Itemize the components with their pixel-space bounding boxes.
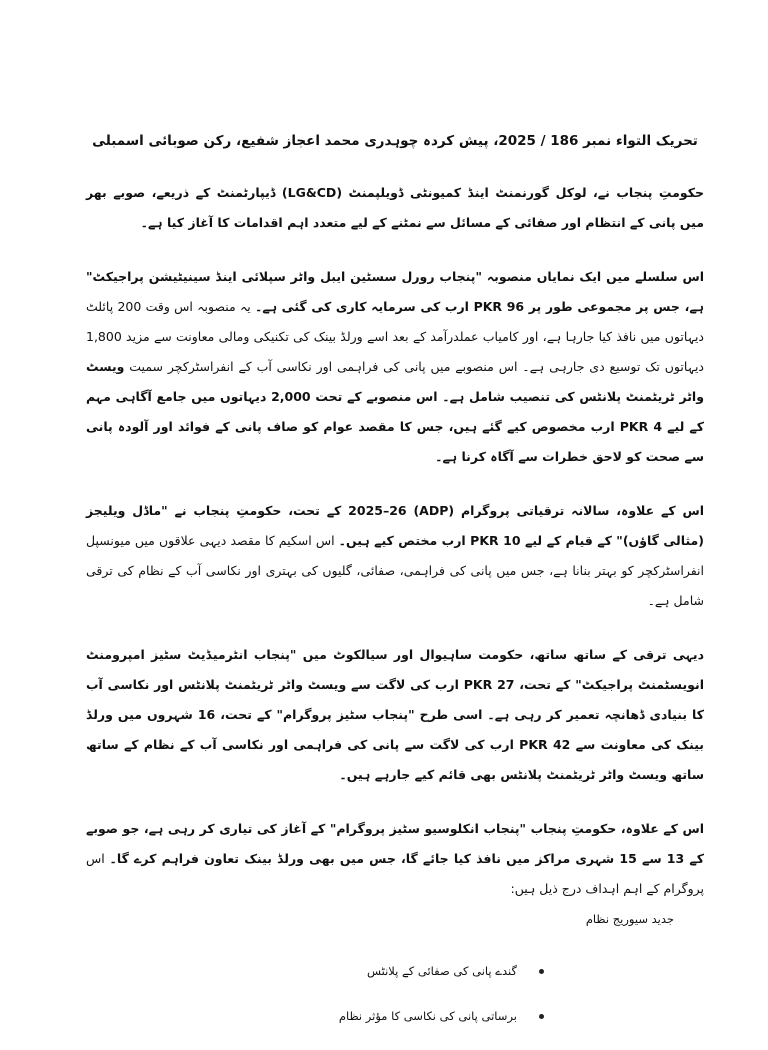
model-villages-intro: اس کے علاوہ، سالانہ ترقیاتی پروگرام (ADP) 2025–26 کے تحت، حکومتِ پنجاب نے "ماڈل ویلیجز (مثالی گاؤں)" کے قیام کے لیے 10 PKR ارب مختص کیے ہیں۔ <box>86 503 704 548</box>
rural-project-details: یہ منصوبہ اس وقت 200 پائلٹ دیہاتوں میں نافذ کیا جارہا ہے، اور کامیاب عملدرآمد کے بعد اسے ورلڈ بینک کی تکنیکی ومالی معاونت سے مزید 1,800 دیہاتوں تک توسیع دی جارہی ہے۔ اس منصوبے میں پانی کی فراہمی اور نکاسی آب کے انفراسٹرکچر سمیت <box>86 299 704 374</box>
rural-project-intro: اس سلسلے میں ایک نمایاں منصوبہ "پنجاب رورل سسٹین ایبل واٹر سپلائی اینڈ سینیٹیشن پراجیکٹ" ہے، جس پر مجموعی طور پر 96 PKR ارب کی سرمایہ کاری کی گئی ہے۔ <box>86 269 704 314</box>
paragraph-intermediate-cities: دیہی ترقی کے ساتھ ساتھ، حکومت ساہیوال اور سیالکوٹ میں "پنجاب انٹرمیڈیٹ سٹیز امپرومنٹ انویسٹمنٹ پراجیکٹ" کے تحت، 27 PKR ارب کی لاگت سے ویسٹ واٹر ٹریٹمنٹ پلانٹس اور نکاسی آب کا بنیادی ڈھانچہ تعمیر کر رہی ہے۔ اسی طرح "پنجاب سٹیز پروگرام" کے تحت، 16 شہروں میں ورلڈ بینک کی معاونت سے 42 PKR ارب کی لاگت سے پانی کی فراہمی اور نکاسی آب کے نظام کے ساتھ ساتھ ویسٹ واٹر ٹریٹمنٹ پلانٹس بھی قائم کیے جارہے ہیں۔ <box>86 647 704 782</box>
inclusive-cities-intro: اس کے علاوہ، حکومتِ پنجاب "پنجاب انکلوسیو سٹیز پروگرام" کے آغاز کی تیاری کر رہی ہے، جو صوبے کے 13 سے 15 شہری مراکز میں نافذ کیا جائے گا، جس میں بھی ورلڈ بینک تعاون فراہم کرے گا۔ <box>86 821 704 866</box>
paragraph-lgcd-initiatives: حکومتِ پنجاب نے، لوکل گورنمنٹ اینڈ کمیونٹی ڈویلپمنٹ (LG&CD) ڈیپارٹمنٹ کے ذریعے، صوبے بھر میں پانی کے انتظام اور صفائی کے مسائل سے نمٹنے کے لیے متعدد اہم اقدامات کا آغاز کیا ہے۔ <box>86 185 704 230</box>
document-body <box>86 128 704 1050</box>
goal-stormwater-drainage: برساتی پانی کی نکاسی کا مؤثر نظام <box>338 1009 517 1023</box>
inclusive-cities-goals-lead: اس پروگرام کے اہم اہداف درج ذیل ہیں: <box>86 851 704 896</box>
list-item <box>86 960 544 982</box>
goals-list <box>86 960 704 1027</box>
paragraph-inclusive-cities <box>86 814 704 904</box>
bullet-icon <box>539 1014 544 1019</box>
paragraph-model-villages <box>86 496 704 616</box>
model-villages-details: اس اسکیم کا مقصد دیہی علاقوں میں میونسپل انفراسٹرکچر کو بہتر بنانا ہے، جس میں پانی کی فراہمی، صفائی، گلیوں کی بہتری اور نکاسی آب کے نظام کی ترقی شامل ہے۔ <box>86 533 704 608</box>
goal-wastewater-plants: گندے پانی کی صفائی کے پلانٹس <box>366 964 517 978</box>
goal-modern-sewerage: جدید سیوریج نظام <box>585 912 674 926</box>
bullet-icon <box>539 969 544 974</box>
document-title: تحریک التواء نمبر 186 / 2025، پیش کردہ چوہدری محمد اعجاز شفیع، رکن صوبائی اسمبلی <box>92 133 698 149</box>
rural-project-awareness: ویسٹ واٹر ٹریٹمنٹ پلانٹس کی تنصیب شامل ہے۔ اس منصوبے کے تحت 2,000 دیہاتوں میں جامع آگاہی مہم کے لیے 4 PKR ارب مخصوص کیے گئے ہیں، جس کا مقصد عوام کو صاف پانی کے فوائد اور آلودہ پانی سے صحت کو لاحق خطرات سے آگاہ کرنا ہے۔ <box>86 359 705 464</box>
paragraph-rural-water-project <box>86 262 704 472</box>
